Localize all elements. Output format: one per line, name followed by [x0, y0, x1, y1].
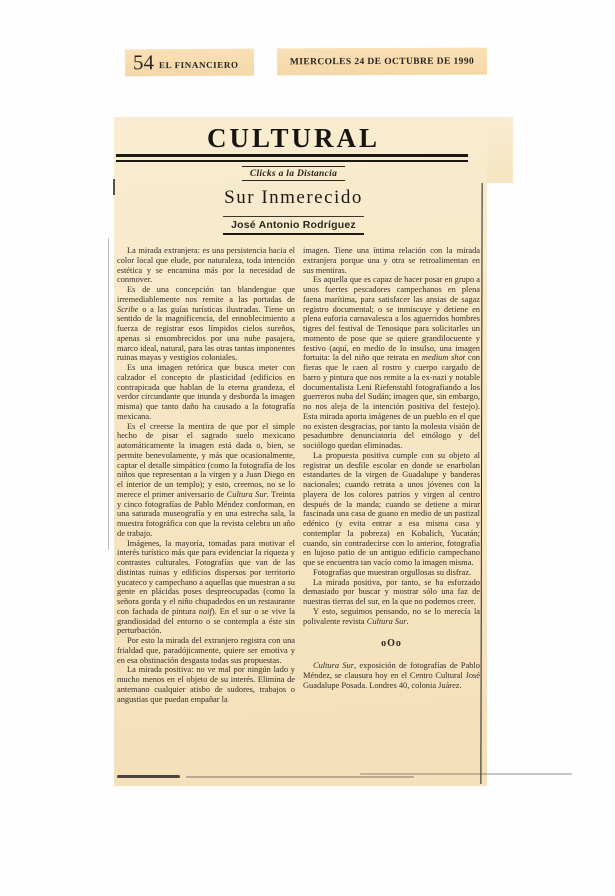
section-title: CULTURAL — [206, 123, 381, 153]
article-paragraph: Y esto, seguimos pensando, no se lo merecía la polivalente revista Cultura Sur. — [303, 606, 480, 626]
newspaper-name: EL FINANCIERO — [158, 59, 239, 70]
clipping-left-edge-mark — [113, 179, 115, 195]
article-paragraph: La propuesta positiva cumple con su objeto al registrar un desfile escolar en donde se enarbolan estandartes de la virgen de Guadalupe y banderas nacionales; cuando retrata a unos jóvenes con la playera de los colores patrios y virgen al centro después de la manda; cuando se detiene a mirar fascinada una casa de guano en medio de un pastizal edénico (y evita entrar a esa misma casa y contemplar la pobreza) en Kobalich, Yucatán; cuando, sin contradecirse con lo anterior, fotografía en lujoso patio de un antiguo edificio campechano que se encuentra tan vacío como la imagen misma. — [303, 450, 480, 567]
left-column-paragraphs — [117, 246, 295, 704]
article-paragraph: La mirada extranjera: es una persistencia hacia el color local que elude, por naturaleza, toda intención estética y se encamina más por la necesidad de conmover. — [117, 246, 295, 285]
article-paragraph: Imágenes, la mayoría, tomadas para motivar el interés turístico más que para evidenciar la riqueza y contrastes culturales. Fotografías que van de las distintas ruinas y edificios dispersos por territorio yucateco y campechano a aquellas que muestran a su gente en plácidas poses despreocupadas (como la señora gorda y el niño chupadedos en un restaurante con fachada de pintura naif). En el sur o se vive la grandiosidad del entorno o se contempla a éste sin perturbación. — [117, 538, 295, 636]
page-number: 54 — [132, 50, 155, 75]
right-column-paragraphs — [303, 246, 480, 626]
kicker-wrap — [114, 163, 473, 181]
article-paragraph: Es de una concepción tan blandengue que irremediablemente nos remite a las portadas de Scribe o a las guías turísticas ilustradas. Tiene un sentido de la magnificencia, del ennoblecimiento a fuerza de registrar esos límpidos cielos sureños, apenas si ensombrecidos por una nube pasajera, marco ideal, natural, para las otras tantas imponentes ruinas mayas y vestigios coloniales. — [117, 285, 295, 363]
byline-wrap — [114, 215, 473, 235]
article-column-right — [303, 246, 480, 896]
article-clipping — [114, 117, 487, 786]
article-paragraph: Por esto la mirada del extranjero registra con una frialdad que, paradójicamente, quiere ser emotiva y en esa obstinación desgasta todas sus propuestas. — [117, 636, 295, 665]
clipping-bottom-smudge — [117, 775, 180, 778]
clipping-right-edge — [480, 183, 483, 784]
article-paragraph: La mirada positiva, por tanto, se ha esforzado demasiado por buscar y mostrar sólo una faz de nuestras tierras del sur, en la que no podemos creer. — [303, 577, 480, 606]
article-paragraph: Es aquella que es capaz de hacer posar en grupo a unos fuertes pescadores campechanos en plena faena marítima, para satisfacer las ansias de sagaz registro documental; o se inmiscuye y detiene en plena euforia carnavalesca a los aguerridos hombres tigres del festival de Tenosique para solicitarles un momento de pose que se quiere grandilocuente y festivo (aquí, en medio de lo insulso, una imagen fortuita: la del niño que retrata en medium shot con fieras que le caen al rostro y cuerpo cargado de barro y pintura que nos remite a la ex-nazi y notable documentalista Leni Riefenstahl fotografiando a los guerreros nuba del Sudán; imagen que, sin embargo, no nos aleja de la intención positiva del festejo). Esta mirada aporta imágenes de un pueblo en el que no existen desgracias, por tanto la molesta visión de pesadumbre denunciatoria del etnólogo y del sociólogo quedan eliminadas. — [303, 275, 480, 450]
issue-date: MIERCOLES 24 DE OCTUBRE DE 1990 — [289, 56, 475, 67]
article-paragraph: Es una imagen retórica que busca meter con calzador el concepto de plasticidad (edificios en contrapicada que hablan de la eterna grandeza, el verdor circundante que inunda y desborda la imagen misma) que tanto daño ha causado a la fotografía mexicana. — [117, 363, 295, 421]
masthead-date-strip — [277, 48, 487, 76]
article-column-left — [117, 246, 295, 778]
article-headline: Sur Inmerecido — [224, 187, 363, 208]
exhibit-footer-note — [303, 661, 480, 690]
article-paragraph: Fotografías que muestran orgullosas su disfraz. — [313, 567, 472, 577]
section-divider-rule — [116, 154, 468, 162]
article-byline: José Antonio Rodríguez — [223, 216, 364, 235]
clipping-bottom-smudge — [360, 773, 572, 775]
clipping-top-right-edge — [486, 117, 513, 183]
article-paragraph: imagen. Tiene una íntima relación con la mirada extranjera porque una y otra se retroalimentan en sus mentiras. — [303, 246, 480, 275]
scan-edge-artifact — [108, 238, 109, 550]
article-paragraph: Es el creerse la mentira de que por el simple hecho de pisar el sagrado suelo mexicano automáticamente la imagen está dada o, bien, se permite benevolamente, y más que ocasionalmente, captar el detalle simpático (como la fotografía de los niños que representan a la virgen y a Juan Diego en el interior de un templo); y esto, creemos, no se lo merece el primer aniversario de Cultura Sur. Treinta y cinco fotografías de Pablo Méndez conforman, en una saturada museografía y en una estrecha sala, la muestra fotográfica con que la revista celebra un año de trabajo. — [117, 421, 295, 538]
article-paragraph: Cultura Sur, exposición de fotografías de Pablo Méndez, se clausura hoy en el Centro Cultural José Guadalupe Posada. Londres 40, colonia Juárez. — [303, 661, 480, 690]
masthead-page-strip — [125, 49, 254, 77]
clipping-bottom-smudge — [186, 776, 414, 778]
end-divider: oOo — [381, 638, 402, 650]
column-kicker: Clicks a la Distancia — [242, 166, 345, 181]
article-paragraph: La mirada positiva: no ve mal por ningún lado y mucho menos en el objeto de su interés. Elimina de antemano cualquier atisbo de sudores, trabajos o angustias que puedan empañar la — [117, 665, 295, 704]
